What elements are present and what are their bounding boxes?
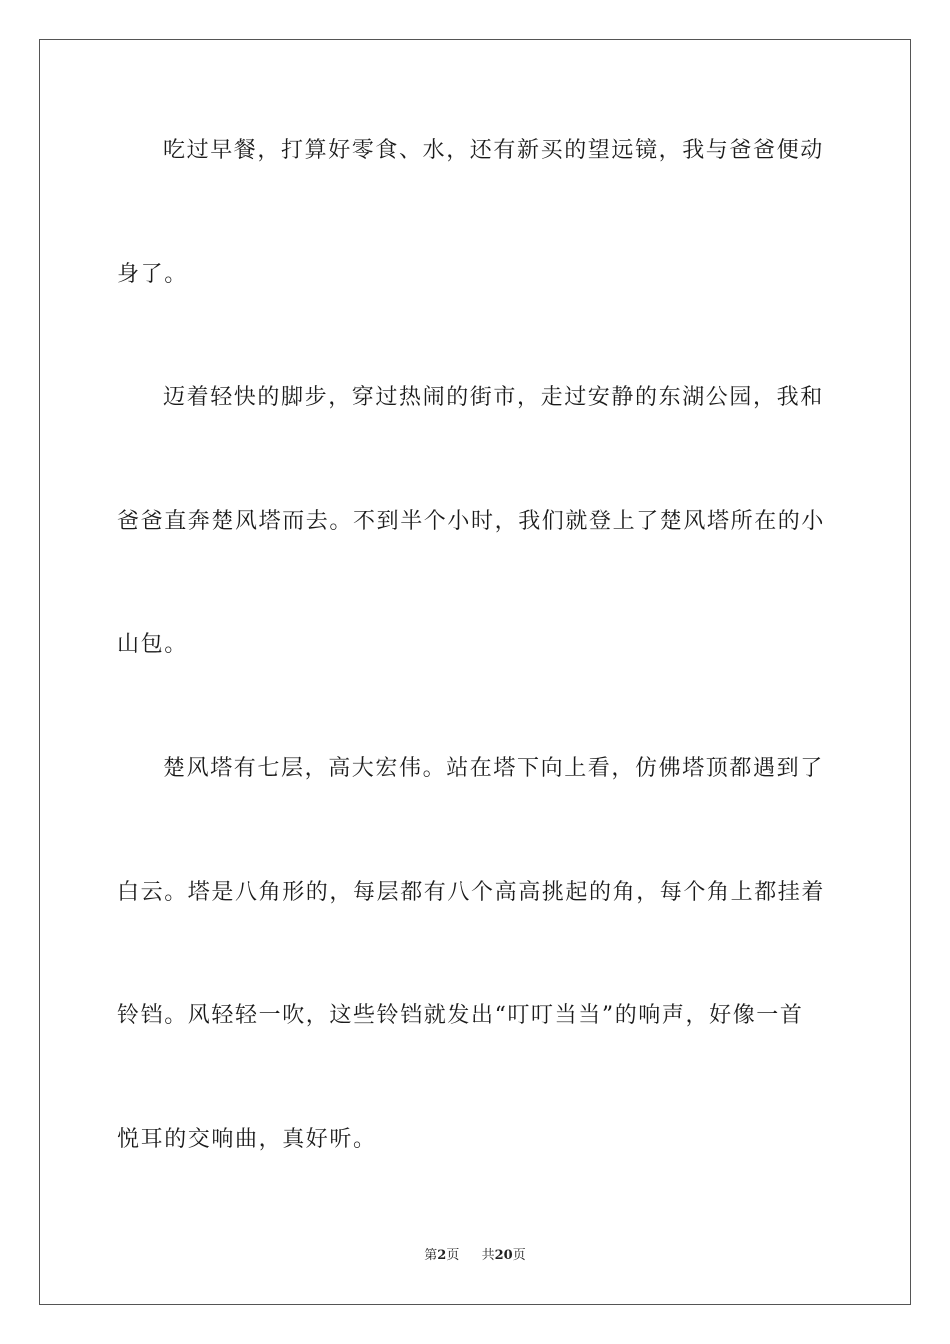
page-prefix: 第 (424, 1248, 438, 1263)
paragraph-2-line-3: 山包。 (117, 632, 188, 657)
total-prefix: 共 (481, 1248, 495, 1263)
total-pages-label (482, 1246, 526, 1266)
paragraph-3-line-2: 白云。塔是八角形的，每层都有八个高高挑起的角，每个角上都挂着 (117, 880, 826, 905)
total-suffix: 页 (512, 1248, 526, 1263)
page-suffix: 页 (446, 1248, 460, 1263)
paragraph-3-line-4: 悦耳的交响曲，真好听。 (117, 1127, 377, 1152)
page-footer (0, 1246, 950, 1266)
paragraph-3-line-1: 楚风塔有七层，高大宏伟。站在塔下向上看，仿佛塔顶都遇到了 (163, 756, 824, 781)
paragraph-1-line-2: 身了。 (117, 262, 188, 287)
paragraph-3-line-3: 铃铛。风轻轻一吹，这些铃铛就发出“叮叮当当”的响声，好像一首 (117, 1003, 804, 1028)
paragraph-2-line-1: 迈着轻快的脚步，穿过热闹的街市，走过安静的东湖公园，我和 (163, 385, 824, 410)
page-number: 2 (437, 1248, 447, 1263)
total-pages: 20 (494, 1248, 513, 1263)
page-border (39, 39, 911, 1305)
paragraph-2-line-2: 爸爸直奔楚风塔而去。不到半个小时，我们就登上了楚风塔所在的小 (117, 509, 826, 534)
paragraph-1-line-1: 吃过早餐，打算好零食、水，还有新买的望远镜，我与爸爸便动 (163, 138, 824, 163)
page-number-label (424, 1246, 459, 1266)
